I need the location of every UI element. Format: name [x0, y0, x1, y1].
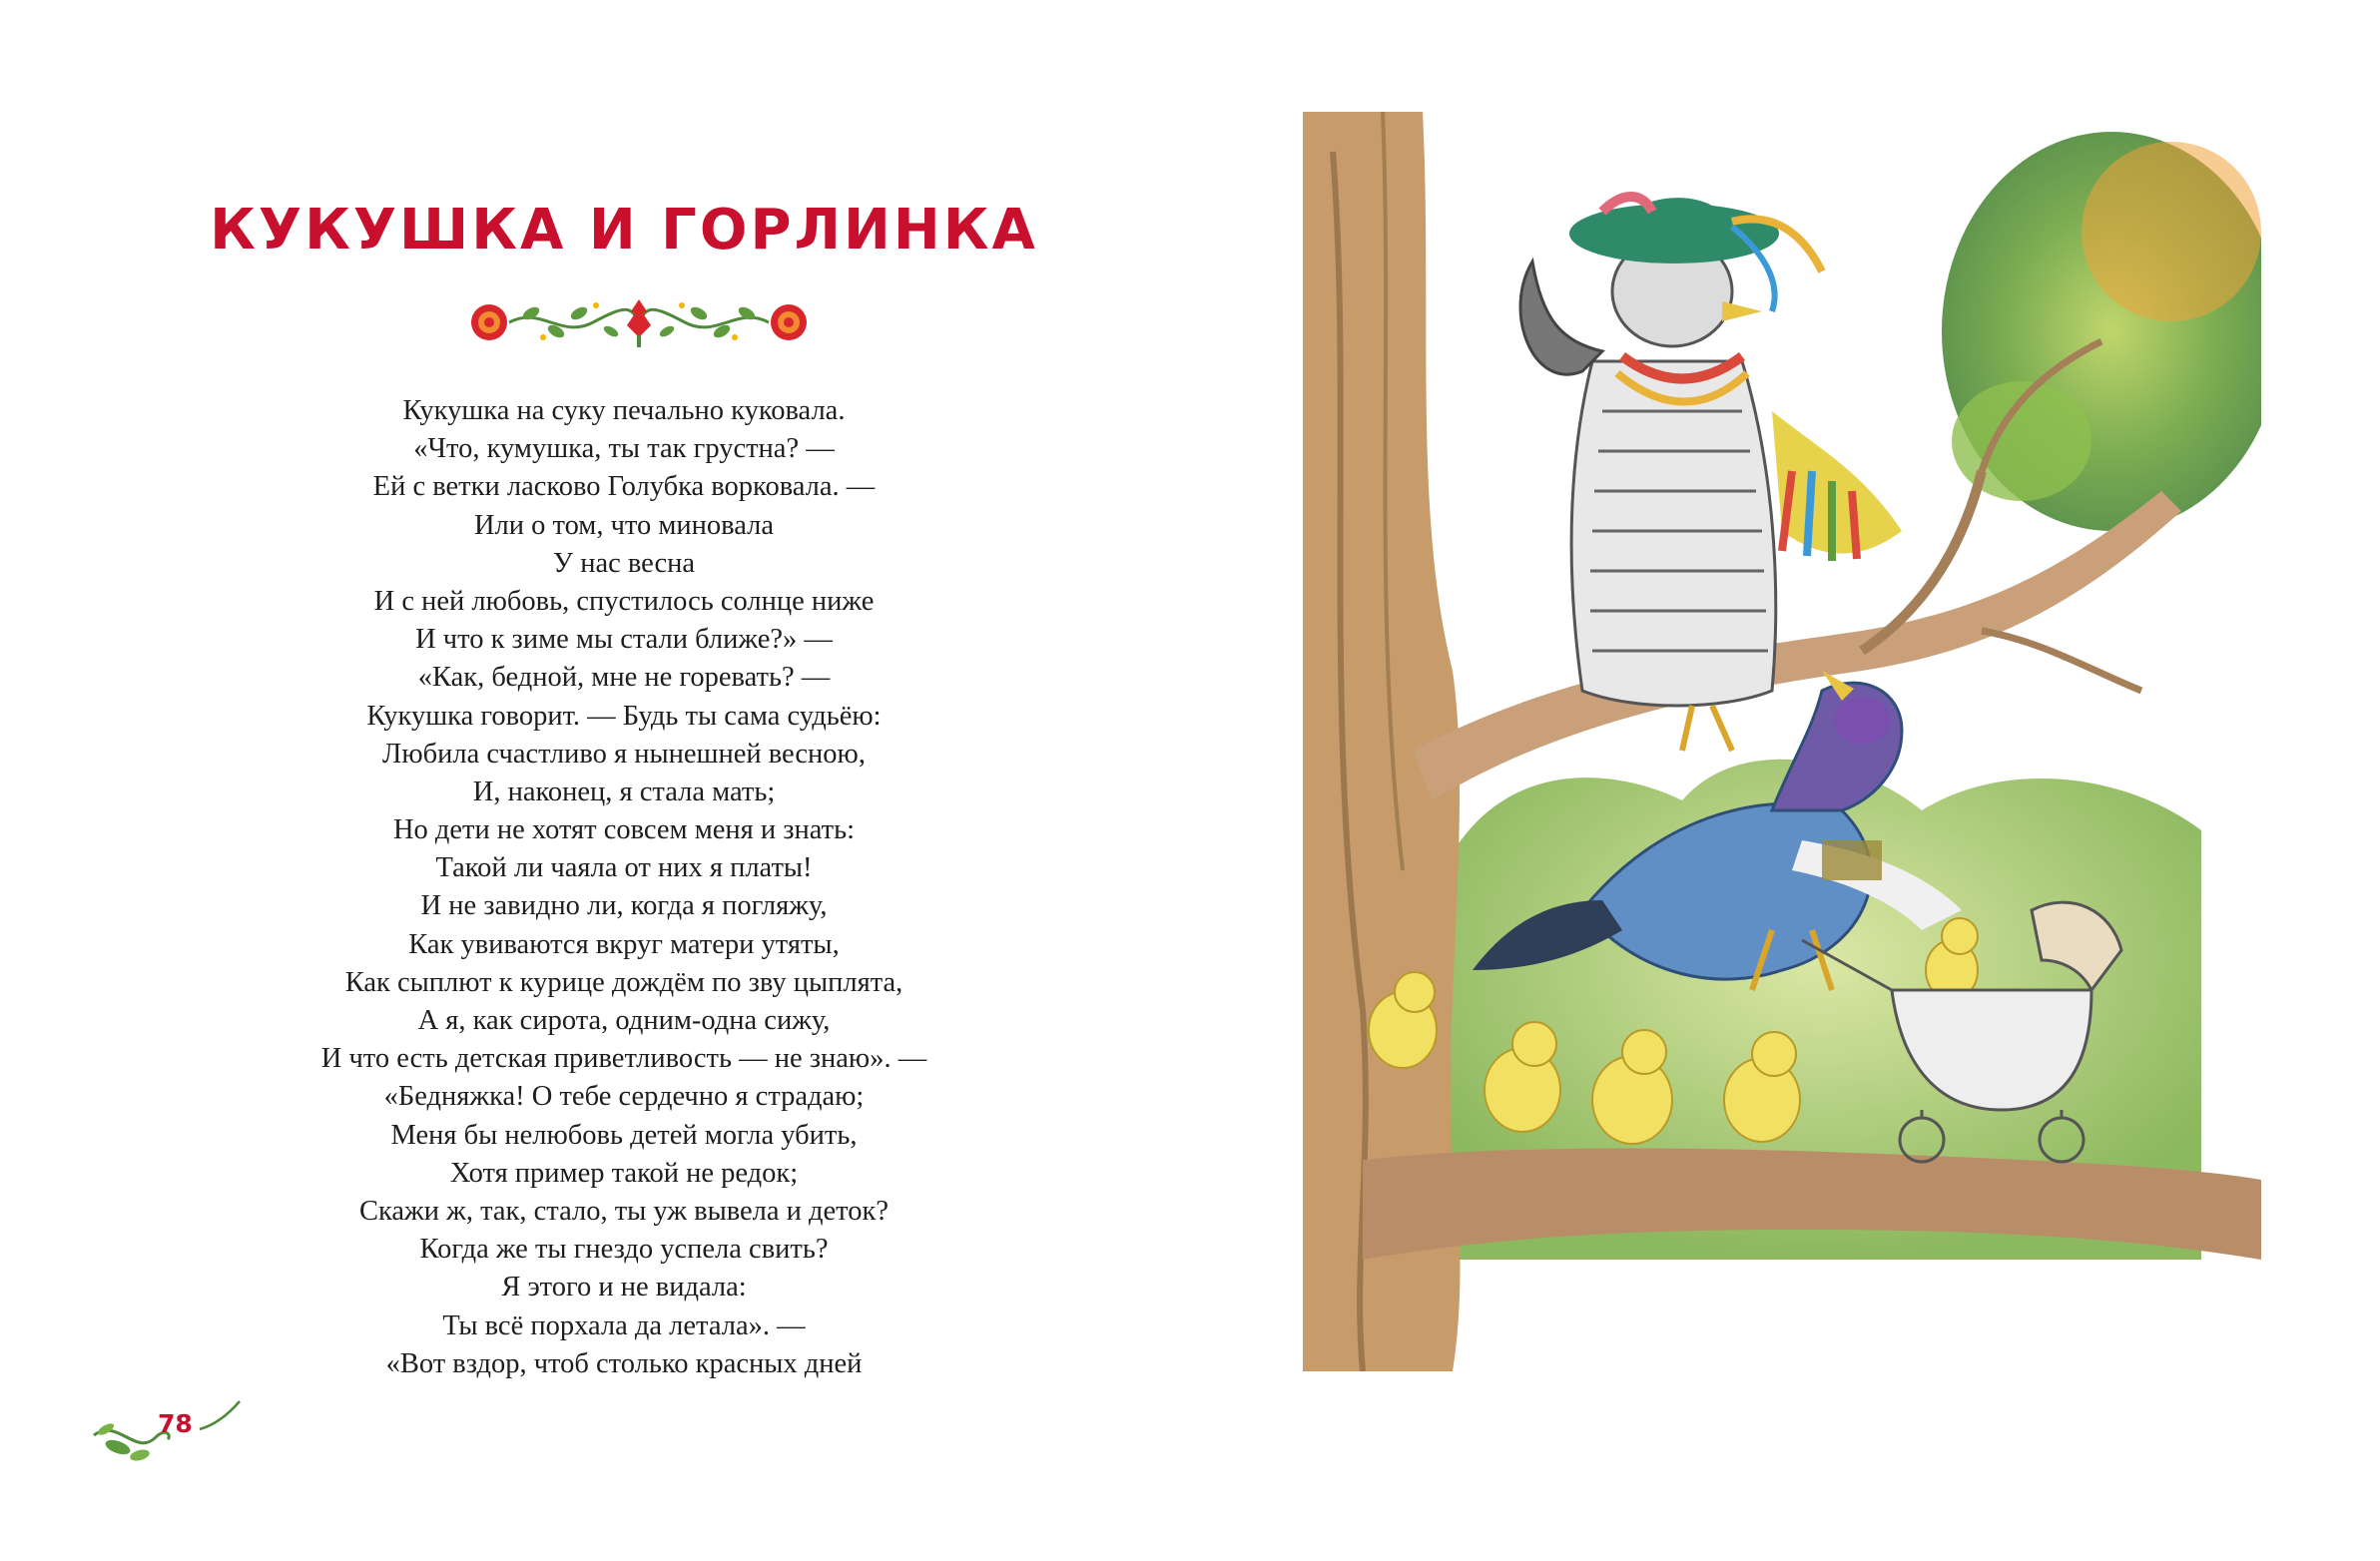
poem-line: У нас весна	[552, 547, 696, 579]
poem-line: Такой ли чаяла от них я платы!	[435, 852, 813, 884]
poem-line: Но дети не хотят совсем меня и знать:	[392, 814, 856, 846]
poem-line: Я этого и не видала:	[501, 1272, 747, 1303]
poem-line: «Бедняжка! О тебе сердечно я страдаю;	[383, 1081, 865, 1113]
poem-line: Или о том, что миновала	[473, 509, 775, 541]
poem-line: А я, как сирота, одним-одна сижу,	[417, 1005, 831, 1036]
poem-line: Когда же ты гнездо успела свить?	[419, 1234, 829, 1266]
poem-line: Как сыплют к курице дождём по зву цыплята,	[344, 966, 903, 998]
poem-line: Любила счастливо я нынешней весною,	[382, 738, 866, 770]
poem-text	[150, 392, 1098, 1383]
poem-line: И что есть детская приветливость — не знаю». —	[320, 1043, 927, 1075]
poem-line: Меня бы нелюбовь детей могла убить,	[390, 1119, 858, 1151]
fable-title: КУКУШКА И ГОРЛИНКА	[210, 198, 1038, 262]
page-number-badge	[88, 1395, 248, 1467]
floral-ornament-icon	[461, 291, 817, 353]
illustration-cuckoo-and-dove	[1303, 112, 2261, 1371]
poem-line: И что к зиме мы стали ближе?» —	[415, 624, 833, 656]
poem-line: «Вот вздор, чтоб столько красных дней	[385, 1347, 863, 1379]
poem-line: И, наконец, я стала мать;	[472, 776, 776, 807]
poem-line: И с ней любовь, спустилось солнце ниже	[373, 585, 875, 617]
poem-line: Как увиваются вкруг матери утяты,	[408, 928, 840, 960]
poem-line: Скажи ж, так, стало, ты уж вывела и деток?	[358, 1195, 890, 1227]
poem-line: Ты всё порхала да летала». —	[442, 1309, 806, 1341]
page-number: 78	[158, 1409, 193, 1438]
poem-line: «Как, бедной, мне не горевать? —	[417, 662, 831, 694]
poem-line: Кукушка на суку печально куковала.	[402, 395, 846, 426]
poem-line: И не завидно ли, когда я погляжу,	[420, 890, 828, 922]
poem-line: «Что, кумушка, ты так грустна? —	[413, 433, 835, 465]
poem-line: Ей с ветки ласково Голубка ворковала. —	[372, 471, 876, 503]
poem-line: Хотя пример такой не редок;	[449, 1157, 799, 1189]
poem-line: Кукушка говорит. — Будь ты сама судьёю:	[366, 700, 882, 732]
